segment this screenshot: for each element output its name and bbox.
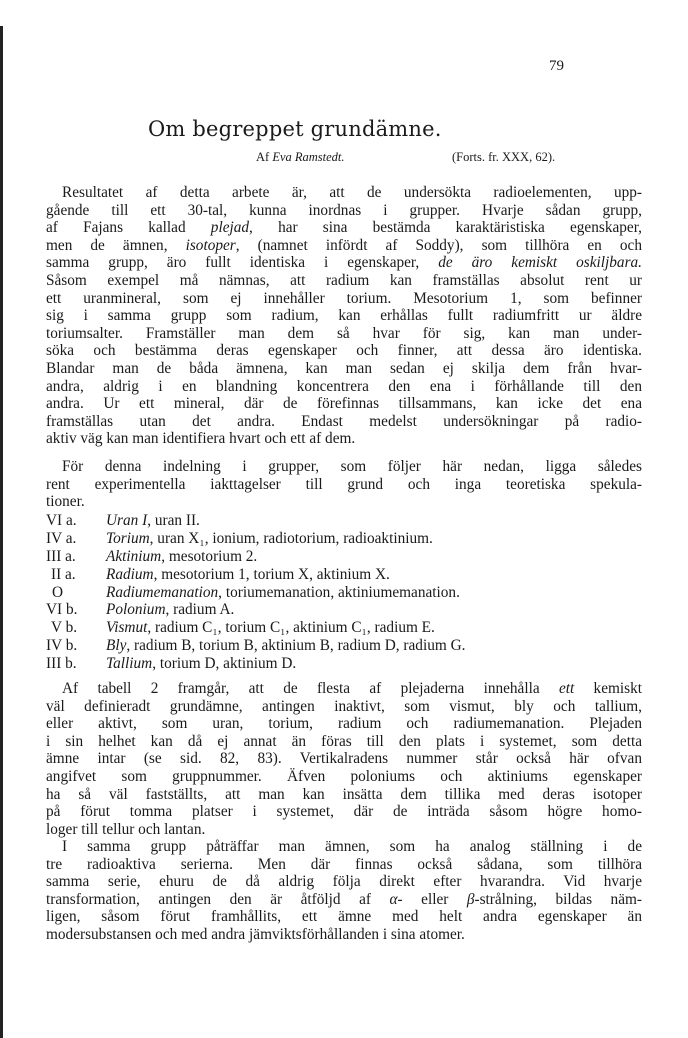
byline — [256, 150, 596, 165]
italic-term: plejad — [210, 219, 250, 237]
isotopes: , mesotorium 2. — [161, 547, 258, 565]
text-line: gående till ett 30-tal, kunna inordnas i grupper. Hvarje sådan grupp, — [46, 201, 642, 219]
text-line: af Fajans kallad plejad, har sina bestämda karaktäristiska egenskaper, — [46, 219, 643, 237]
group-number: V b. — [51, 619, 78, 637]
text-line: sig i samma grupp som radium, kan erhållas fullt radiumfritt ur äldre — [46, 307, 642, 325]
element-name: Bly — [106, 637, 127, 655]
paragraph-2 — [46, 458, 642, 511]
italic-phrase: de äro kemiskt oskiljbara. — [438, 254, 643, 272]
list-item — [46, 548, 642, 566]
paragraph-1 — [46, 184, 642, 448]
element-name: Polonium — [106, 601, 166, 619]
text-line: Såsom exempel må nämnas, att radium kan framställas absolut rent ur — [46, 271, 642, 289]
isotopes: , toriumemanation, aktiniumemanation. — [218, 583, 460, 601]
list-item — [46, 566, 642, 584]
text-line: ligen, såsom förut framhållits, ett ämne med helt andra egenskaper än — [46, 908, 642, 926]
element-name: Aktinium — [106, 547, 162, 565]
group-number: IV a. — [46, 529, 77, 547]
isotopes: , torium D, aktinium D. — [152, 655, 297, 673]
text-line: Af tabell 2 framgår, att de flesta af plejaderna innehålla ett kemiskt — [62, 680, 642, 697]
text-line: För denna indelning i grupper, som följer här nedan, ligga således — [62, 458, 642, 475]
isotopes: , uran II. — [147, 512, 200, 529]
group-number: VI b. — [46, 601, 78, 619]
text-line: ett uranmineral, som ej innehåller torium. Mesotorium 1, som befinner — [46, 289, 642, 307]
group-number: O — [52, 583, 64, 601]
text-line: modersubstansen och med andra jämviktsförhållanden i sina atomer. — [46, 925, 465, 943]
text-line: tioner. — [46, 493, 85, 511]
text-line: Resultatet af detta arbete är, att de undersökta radioelementen, upp- — [62, 184, 642, 201]
list-item — [46, 512, 642, 530]
element-name: Vismut — [106, 619, 148, 637]
text-line: tre radioaktiva serierna. Men där finnas också sådana, som tillhöra — [46, 855, 642, 873]
group-number: III b. — [46, 655, 77, 673]
beta-symbol: β — [466, 890, 475, 908]
isotopes: , mesotorium 1, torium X, aktinium X. — [153, 565, 390, 583]
text-line: rent experimentella iakttagelser till grund och inga teoretiska spekula- — [46, 475, 642, 493]
element-name: Radiumemanation — [106, 583, 219, 601]
text-line: angifvet som gruppnummer. Äfven poloniums och aktiniums egenskaper — [46, 767, 642, 785]
text-line: aktiv väg kan man identifiera hvart och ett af dem. — [46, 430, 356, 448]
italic-term: ett — [558, 680, 575, 697]
paragraph-4 — [46, 838, 642, 944]
isotopes: , uran X₁, ionium, radiotorium, radioaktinium. — [149, 529, 433, 547]
group-number: IV b. — [46, 637, 78, 655]
list-item — [46, 584, 642, 602]
paragraph-3 — [46, 680, 642, 838]
text-line: i sin helhet kan då ej annat än föras till den plats i systemet, som detta — [46, 732, 642, 750]
text-line: andra, aldrig i en blandning koncentrera den ena i förhållande till den — [46, 377, 642, 395]
group-number: II a. — [51, 565, 76, 583]
list-item — [46, 655, 642, 673]
author-name: Eva Ramstedt. — [272, 150, 345, 164]
group-number: VI a. — [46, 512, 77, 529]
element-name: Torium — [106, 529, 150, 547]
text-line: ämne intar (se sid. 82, 83). Vertikalradens nummer står också här ofvan — [46, 750, 642, 768]
byline-prefix: Af — [256, 150, 270, 164]
isotopes: , radium B, torium B, aktinium B, radium D, radium G. — [126, 637, 466, 655]
list-item — [46, 601, 642, 619]
text-line: toriumsalter. Framställer man dem så hvar för sig, kan man under- — [46, 324, 642, 342]
element-name: Tallium — [106, 655, 153, 673]
text-line: söka och bestämma deras egenskaper och finner, att dessa äro identiska. — [46, 342, 642, 360]
plejad-group-list — [46, 512, 642, 673]
list-item — [46, 619, 642, 637]
text-line: Blandar man de båda ämnena, kan man sedan ej skilja dem från hvar- — [46, 359, 642, 377]
page-number: 79 — [549, 58, 564, 74]
article-title: Om begreppet grundämne. — [148, 117, 442, 141]
list-item — [46, 637, 642, 655]
text-line: samma serie, ehuru de då aldrig följa direkt efter hvarandra. Vid hvarje — [46, 873, 642, 891]
isotopes: , radium A. — [165, 601, 235, 619]
text-line: transformation, antingen den är åtföljd af α- eller β-strålning, bildas näm- — [46, 890, 642, 908]
text-line: I samma grupp påträffar man ämnen, som ha analog ställning i de — [62, 838, 642, 855]
list-item — [46, 530, 642, 548]
element-name: Radium — [106, 565, 154, 583]
element-name: Uran I — [106, 512, 148, 529]
text-line: väl definieradt grundämne, antingen inaktivt, som vismut, bly och tallium, — [46, 697, 642, 715]
text-line: samma grupp, äro fullt identiska i egenskaper, de äro kemiskt oskiljbara. — [46, 254, 643, 272]
continuation-note: (Forts. fr. XXX, 62). — [452, 150, 556, 164]
group-number: III a. — [46, 547, 76, 565]
italic-term: isotoper — [185, 236, 236, 254]
text-line: på förut tomma platser i systemet, där de inträda såsom högre homo- — [46, 803, 642, 821]
alpha-symbol: α — [389, 890, 398, 908]
text-line: loger till tellur och lantan. — [46, 820, 206, 838]
text-line: framställas utan det andra. Endast medelst undersökningar på radio- — [46, 412, 642, 430]
scan-page-edge — [0, 26, 3, 1038]
text-line: eller aktivt, som uran, torium, radium och radiumemanation. Plejaden — [46, 715, 642, 733]
text-line: ha så väl fastställts, att man kan insätta dem tillika med deras isotoper — [46, 785, 642, 803]
text-line: andra. Ur ett mineral, där de förefinnas tillsammans, kan icke det ena — [46, 395, 642, 413]
isotopes: , radium C₁, torium C₁, aktinium C₁, radium E. — [147, 619, 435, 637]
text-line: men de ämnen, isotoper, (namnet infördt af Soddy), som tillhöra en och — [46, 236, 642, 254]
